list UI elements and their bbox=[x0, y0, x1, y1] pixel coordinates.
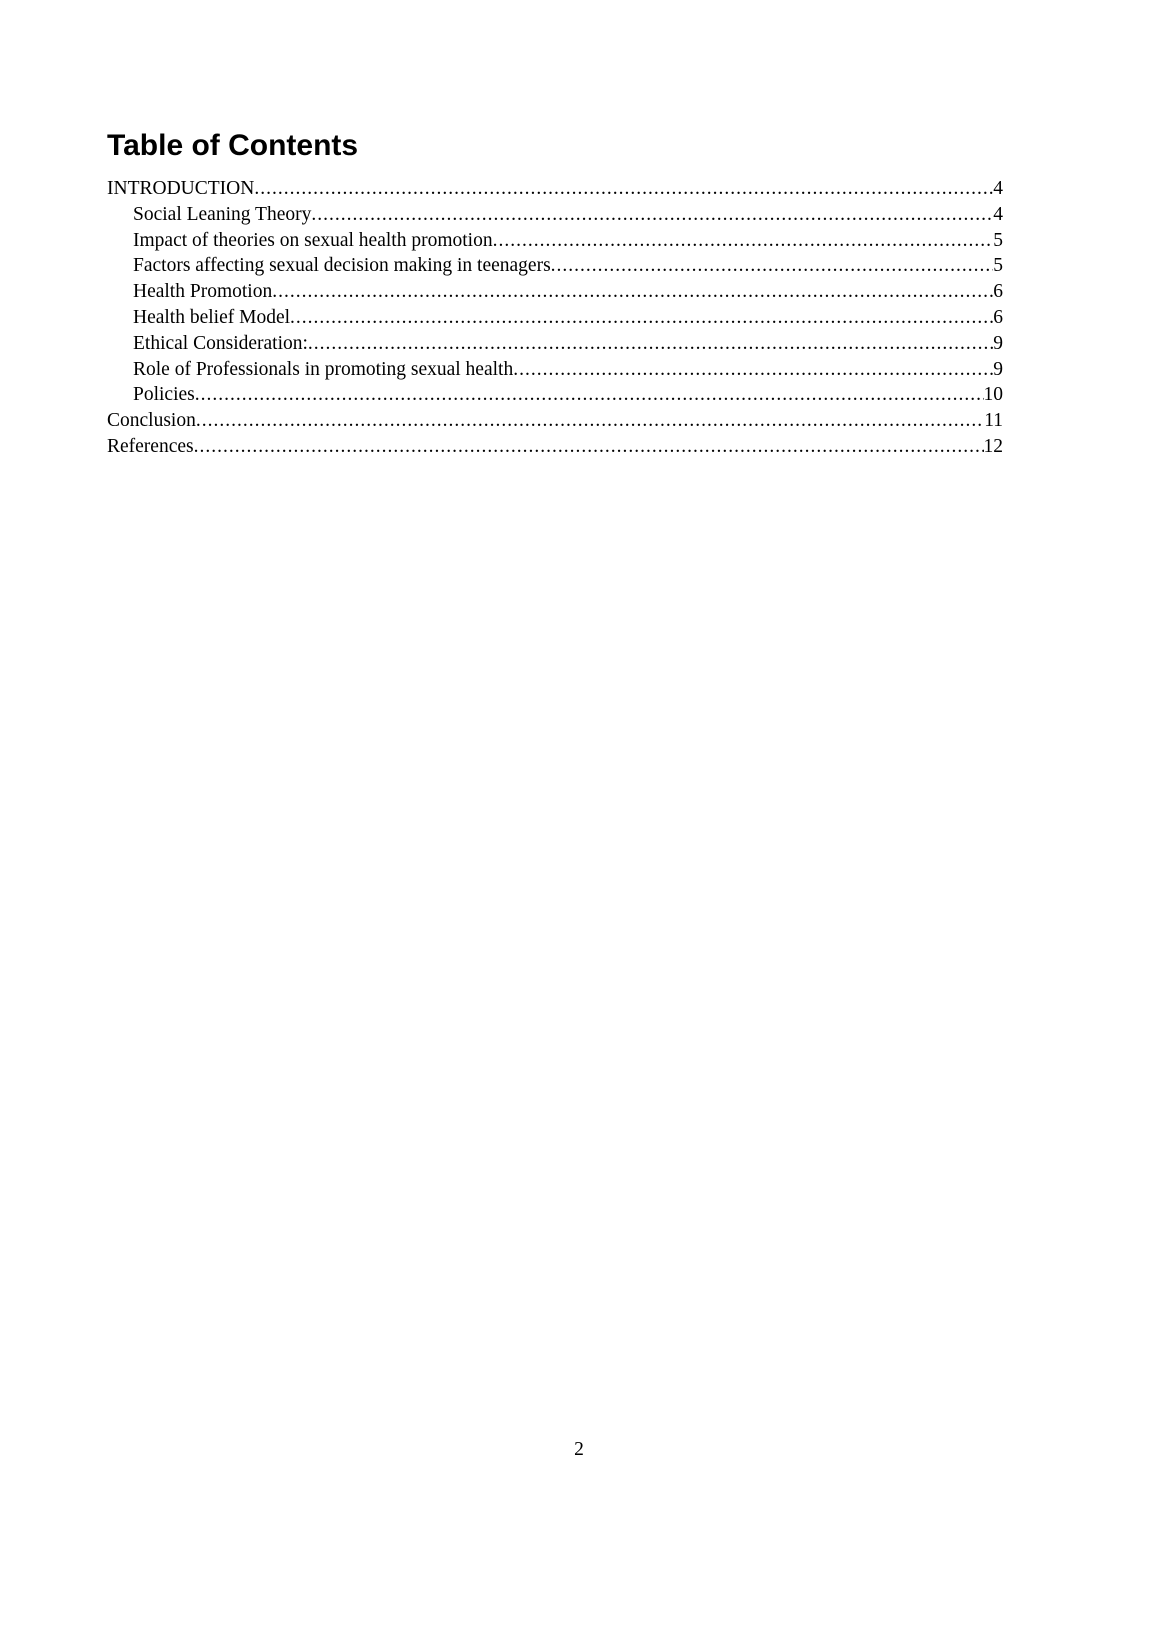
toc-leader-dots bbox=[195, 382, 984, 408]
toc-entry-page: 5 bbox=[993, 229, 1003, 251]
toc-entry-label: Role of Professionals in promoting sexual health bbox=[133, 358, 514, 380]
toc-entry-page: 6 bbox=[993, 281, 1003, 303]
toc-leader-dots bbox=[196, 408, 984, 434]
toc-entry bbox=[107, 176, 1003, 202]
toc-entry-page: 12 bbox=[983, 435, 1003, 457]
toc-entry bbox=[107, 357, 1003, 383]
toc-entry-label: Ethical Consideration: bbox=[133, 332, 308, 354]
toc-entry bbox=[107, 228, 1003, 254]
toc-entry bbox=[107, 279, 1003, 305]
toc-list bbox=[107, 176, 1003, 460]
toc-entry bbox=[107, 382, 1003, 408]
toc-entry-label: Impact of theories on sexual health promotion bbox=[133, 229, 493, 251]
toc-entry-label: Health belief Model bbox=[133, 306, 291, 328]
toc-entry-page: 11 bbox=[984, 410, 1003, 432]
toc-leader-dots bbox=[311, 202, 993, 228]
page-title: Table of Contents bbox=[107, 129, 359, 162]
toc-leader-dots bbox=[254, 176, 993, 202]
toc-entry-page: 10 bbox=[983, 384, 1003, 406]
toc-leader-dots bbox=[308, 331, 993, 357]
toc-entry-page: 9 bbox=[993, 358, 1003, 380]
toc-entry-label: Policies bbox=[133, 384, 195, 406]
toc-entry bbox=[107, 202, 1003, 228]
toc-leader-dots bbox=[272, 279, 993, 305]
toc-entry-page: 9 bbox=[993, 332, 1003, 354]
toc-entry bbox=[107, 408, 1003, 434]
page-content bbox=[0, 0, 1158, 460]
toc-entry bbox=[107, 331, 1003, 357]
toc-entry-label: Factors affecting sexual decision making in teenagers bbox=[133, 255, 551, 277]
toc-entry bbox=[107, 305, 1003, 331]
toc-entry-label: Social Leaning Theory bbox=[133, 203, 312, 225]
toc-leader-dots bbox=[290, 305, 993, 331]
toc-entry-label: References bbox=[107, 435, 194, 457]
toc-entry-page: 4 bbox=[993, 178, 1003, 199]
page-number: 2 bbox=[574, 1439, 584, 1460]
toc-entry-page: 4 bbox=[993, 203, 1003, 225]
toc-entry-page: 6 bbox=[993, 306, 1003, 328]
toc-entry-page: 5 bbox=[993, 255, 1003, 277]
toc-leader-dots bbox=[493, 228, 994, 254]
toc-entry-label: INTRODUCTION bbox=[107, 178, 255, 199]
toc-leader-dots bbox=[551, 253, 994, 279]
toc-entry-label: Conclusion bbox=[107, 410, 196, 432]
toc-leader-dots bbox=[194, 434, 984, 460]
toc-entry bbox=[107, 253, 1003, 279]
toc-entry-label: Health Promotion bbox=[133, 281, 273, 303]
toc-entry bbox=[107, 434, 1003, 460]
toc-leader-dots bbox=[513, 357, 993, 383]
